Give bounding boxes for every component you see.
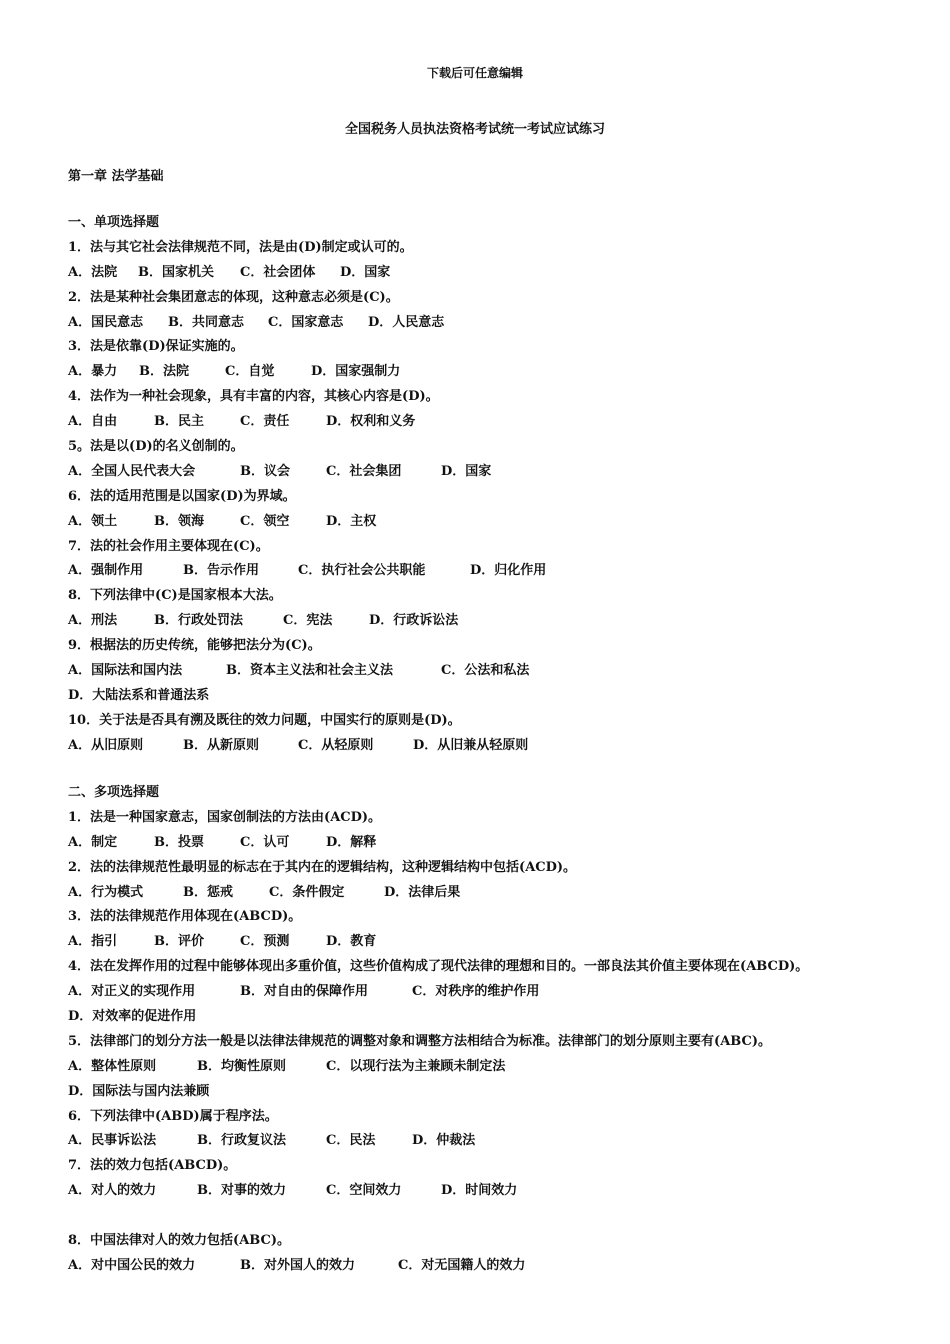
option: A．对中国公民的效力: [68, 1257, 196, 1273]
option: A．整体性原则: [68, 1058, 157, 1074]
options-line: [68, 930, 928, 955]
option: A．全国人民代表大会: [68, 463, 196, 479]
option: B．评价: [154, 934, 204, 950]
options-line: [68, 1080, 928, 1105]
options-line: [68, 1055, 928, 1080]
option: A．刑法: [68, 613, 118, 629]
option: B．均衡性原则: [197, 1058, 286, 1074]
question-text: 5．法律部门的划分方法一般是以法律法律规范的调整对象和调整方法相结合为标准。法律部门的划分原则主要有(ABC)。: [68, 1033, 772, 1049]
option: C．执行社会公共职能: [298, 563, 426, 579]
option: D．国家强制力: [311, 364, 401, 380]
option: B．对外国人的效力: [240, 1257, 355, 1273]
options-line: [68, 1254, 928, 1279]
option: B．告示作用: [183, 563, 259, 579]
option: B．领海: [154, 513, 204, 529]
options-line: [68, 510, 928, 535]
question-text: 8．中国法律对人的效力包括(ABC)。: [68, 1233, 291, 1249]
options-line: [68, 559, 928, 584]
options-line: [68, 1005, 928, 1030]
option: A．法院: [68, 264, 118, 280]
option: D．归化作用: [470, 563, 547, 579]
options-line: [68, 734, 928, 759]
options-line: [68, 684, 928, 709]
option: D．国家: [340, 264, 391, 280]
option: D．国家: [441, 463, 492, 479]
section-heading: 一、单项选择题: [68, 215, 160, 230]
options-line: [68, 881, 928, 906]
option: A．领土: [68, 513, 118, 529]
section-heading: 二、多项选择题: [68, 785, 160, 800]
options-line: [68, 609, 928, 634]
question-text: 3．法是依靠(D)保证实施的。: [68, 339, 244, 355]
blank-line: [68, 1204, 928, 1229]
question-text: 6．下列法律中(ABD)属于程序法。: [68, 1108, 278, 1124]
option: B．从新原则: [183, 737, 259, 753]
option: A．强制作用: [68, 563, 144, 579]
download-note: 下载后可任意编辑: [426, 66, 523, 80]
options-line: [68, 980, 928, 1005]
option: D．仲裁法: [412, 1133, 476, 1149]
multi-choice-section: [68, 781, 928, 1279]
option: D．主权: [326, 513, 377, 529]
option: A．行为模式: [68, 884, 144, 900]
option: B．国家机关: [138, 264, 214, 280]
option: B．法院: [139, 364, 189, 380]
option: D．法律后果: [384, 884, 461, 900]
option: B．民主: [154, 414, 204, 430]
option: A．国民意志: [68, 314, 144, 330]
options-line: [68, 460, 928, 485]
options-line: [68, 1129, 928, 1154]
option: C．以现行法为主兼顾未制定法: [326, 1058, 506, 1074]
option: C．认可: [240, 834, 290, 850]
option: C．对无国籍人的效力: [398, 1257, 526, 1273]
options-line: [68, 410, 928, 435]
option: B．行政复议法: [197, 1133, 286, 1149]
option: D．解释: [326, 834, 377, 850]
option: C．责任: [240, 414, 290, 430]
option: B．行政处罚法: [154, 613, 243, 629]
option: D．权利和义务: [326, 414, 416, 430]
options-line: [68, 360, 928, 385]
option: B．惩戒: [183, 884, 233, 900]
option: D．教育: [326, 934, 377, 950]
option: C．领空: [240, 513, 290, 529]
options-line: [68, 1179, 928, 1204]
question-text: 2．法是某种社会集团意志的体现，这种意志必须是(C)。: [68, 289, 399, 305]
option: D．国际法与国内法兼顾: [68, 1083, 210, 1099]
question-text: 4．法在发挥作用的过程中能够体现出多重价值，这些价值构成了现代法律的理想和目的。一部良法其价值主要体现在(ABCD)。: [68, 959, 809, 975]
option: B．资本主义法和社会主义法: [226, 663, 393, 679]
option: B．共同意志: [168, 314, 244, 330]
question-text: 2．法的法律规范性最明显的标志在于其内在的逻辑结构，这种逻辑结构中包括(ACD)。: [68, 859, 577, 875]
option: B．投票: [154, 834, 204, 850]
option: A．民事诉讼法: [68, 1133, 157, 1149]
question-text: 3．法的法律规范作用体现在(ABCD)。: [68, 909, 302, 925]
options-line: [68, 831, 928, 856]
option: C．从轻原则: [298, 737, 374, 753]
option: C．对秩序的维护作用: [412, 984, 540, 1000]
option: D．从旧兼从轻原则: [413, 737, 529, 753]
option: A．自由: [68, 414, 118, 430]
option: C．宪法: [283, 613, 333, 629]
document-title: 全国税务人员执法资格考试统一考试应试练习: [344, 122, 605, 137]
option: D．对效率的促进作用: [68, 1009, 197, 1025]
question-text: 7．法的社会作用主要体现在(C)。: [68, 538, 269, 554]
option: A．对正义的实现作用: [68, 984, 196, 1000]
question-text: 1．法与其它社会法律规范不同，法是由(D)制定或认可的。: [68, 239, 413, 255]
option: A．制定: [68, 834, 118, 850]
option: C．社会集团: [326, 463, 402, 479]
question-text: 7．法的效力包括(ABCD)。: [68, 1158, 237, 1174]
question-text: 4．法作为一种社会现象，具有丰富的内容，其核心内容是(D)。: [68, 389, 439, 405]
question-text: 5。法是以(D)的名义创制的。: [68, 439, 244, 455]
option: B．对事的效力: [197, 1183, 286, 1199]
option: C．公法和私法: [441, 663, 530, 679]
question-text: 9．根据法的历史传统，能够把法分为(C)。: [68, 638, 321, 654]
options-line: [68, 659, 928, 684]
option: C．条件假定: [269, 884, 345, 900]
option: B．对自由的保障作用: [240, 984, 368, 1000]
question-text: 6．法的适用范围是以国家(D)为界域。: [68, 488, 296, 504]
option: C．空间效力: [326, 1183, 402, 1199]
options-line: [68, 261, 928, 286]
option: C．预测: [240, 934, 290, 950]
option: A．暴力: [68, 364, 118, 380]
option: D．行政诉讼法: [369, 613, 459, 629]
option: C．国家意志: [268, 314, 344, 330]
question-text: 1．法是一种国家意志，国家创制法的方法由(ACD)。: [68, 809, 382, 825]
option: A．指引: [68, 934, 118, 950]
option: A．国际法和国内法: [68, 663, 183, 679]
question-text: 8．下列法律中(C)是国家根本大法。: [68, 588, 282, 604]
single-choice-section: [68, 211, 928, 759]
option: D．时间效力: [441, 1183, 518, 1199]
option: D．大陆法系和普通法系: [68, 687, 210, 703]
option: B．议会: [240, 463, 290, 479]
option: C．民法: [326, 1133, 376, 1149]
option: D．人民意志: [368, 314, 445, 330]
option: C．自觉: [225, 364, 275, 380]
question-text: 10．关于法是否具有溯及既往的效力问题，中国实行的原则是(D)。: [68, 712, 461, 728]
chapter-heading: 第一章 法学基础: [68, 169, 164, 184]
option: C．社会团体: [240, 264, 316, 280]
option: A．对人的效力: [68, 1183, 157, 1199]
option: A．从旧原则: [68, 737, 144, 753]
options-line: [68, 311, 928, 336]
